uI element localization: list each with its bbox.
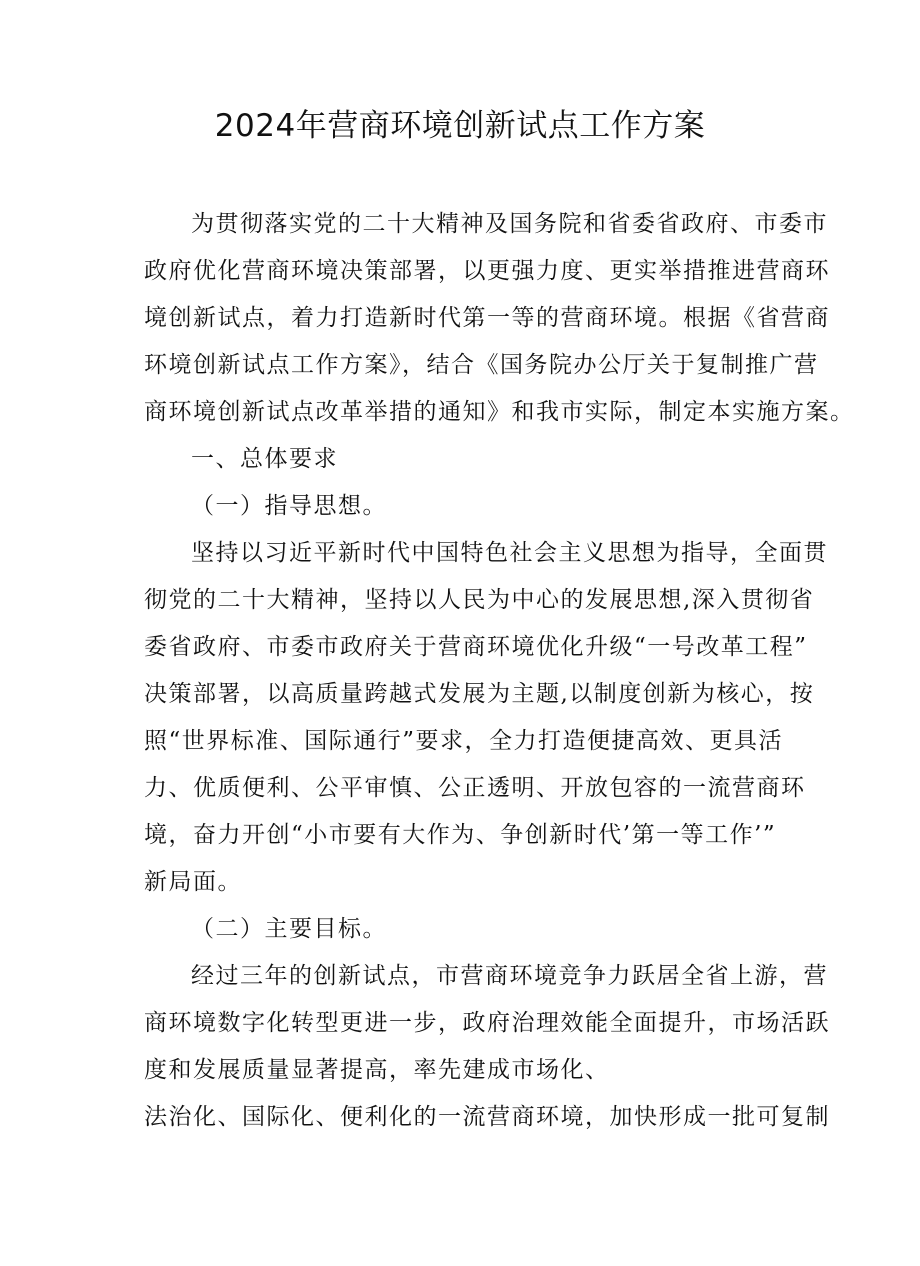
paragraph-line: 境创新试点，着力打造新时代第一等的营商环境。根据《省营商 xyxy=(144,305,830,331)
paragraph-line: 彻党的二十大精神，坚持以人民为中心的发展思想,深入贯彻省 xyxy=(144,587,815,613)
paragraph-line: 商环境数字化转型更进一步，政府治理效能全面提升，市场活跃 xyxy=(144,1010,830,1036)
section-heading: 一、总体要求 xyxy=(191,446,338,472)
paragraph-line: 度和发展质量显著提高，率先建成市场化、 xyxy=(144,1057,610,1083)
subsection-heading: （二）主要目标。 xyxy=(191,916,387,942)
paragraph-line: 委省政府、市委市政府关于营商环境优化升级“一号改革工程” xyxy=(144,634,808,660)
paragraph-line: 政府优化营商环境决策部署，以更强力度、更实举措推进营商环 xyxy=(144,258,830,284)
paragraph-line: 照“世界标准、国际通行”要求，全力打造便捷高效、更具活 xyxy=(144,728,784,754)
paragraph-line: 力、优质便利、公平审慎、公正透明、开放包容的一流营商环 xyxy=(144,775,806,801)
paragraph-line: 坚持以习近平新时代中国特色社会主义思想为指导，全面贯 xyxy=(191,540,828,566)
paragraph-line: 决策部署，以高质量跨越式发展为主题,以制度创新为核心，按 xyxy=(144,681,815,707)
paragraph-line: 为贯彻落实党的二十大精神及国务院和省委省政府、市委市 xyxy=(191,211,828,237)
paragraph-line: 境，奋力开创“小市要有大作为、争创新时代’第一等工作’” xyxy=(144,822,777,848)
document-title: 2024年营商环境创新试点工作方案 xyxy=(214,108,706,144)
paragraph-line: 经过三年的创新试点，市营商环境竞争力跃居全省上游，营 xyxy=(191,963,828,989)
paragraph-line: 法治化、国际化、便利化的一流营商环境，加快形成一批可复制 xyxy=(144,1104,830,1130)
subsection-heading: （一）指导思想。 xyxy=(191,493,387,519)
paragraph-line: 商环境创新试点改革举措的通知》和我市实际，制定本实施方案。 xyxy=(144,399,855,425)
paragraph-line: 环境创新试点工作方案》，结合《国务院办公厅关于复制推广营 xyxy=(144,352,819,378)
paragraph-line: 新局面。 xyxy=(144,869,242,895)
